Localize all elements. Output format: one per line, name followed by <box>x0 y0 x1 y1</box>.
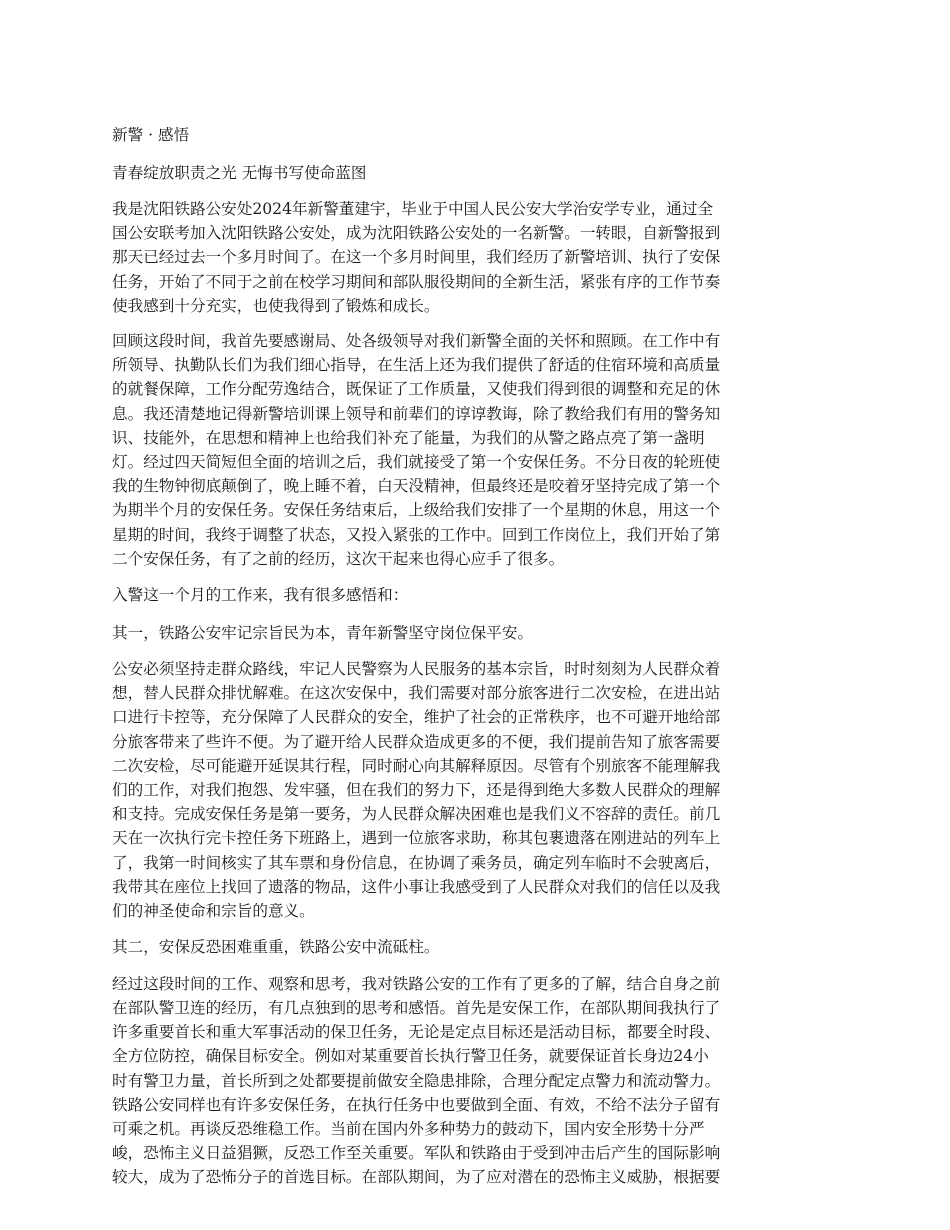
paragraph-line: 二次安检，尽可能避开延误其行程，同时耐心向其解释原因。尽管有个别旅客不能理解我 <box>112 756 721 775</box>
paragraph-line: 经过这段时间的工作、观察和思考，我对铁路公安的工作有了更多的了解，结合自身之前 <box>112 974 721 993</box>
paragraph <box>112 197 840 318</box>
paragraph-line: 使我感到十分充实，也使我得到了锻炼和成长。 <box>112 296 440 315</box>
paragraph-line: 回顾这段时间，我首先要感谢局、处各级领导对我们新警全面的关怀和照顾。在工作中有 <box>112 332 721 351</box>
paragraph-line: 可乘之机。再谈反恐维稳工作。当前在国内外多种势力的鼓动下，国内安全形势十分严 <box>112 1120 705 1138</box>
paragraph-line: 们的工作，对我们抱怨、发牢骚，但在我们的努力下，还是得到绝大多数人民群众的理解 <box>112 781 721 800</box>
paragraph-line: 我是沈阳铁路公安处2024年新警董建宇，毕业于中国人民公安大学治安学专业，通过全 <box>112 200 714 218</box>
paragraph-line: 峻，恐怖主义日益猖獗，反恐工作至关重要。军队和铁路由于受到冲击后产生的国际影响 <box>112 1144 721 1163</box>
paragraph <box>112 972 840 1190</box>
paragraph: 其二，安保反恐困难重重，铁路公安中流砥柱。 <box>112 938 440 957</box>
paragraph-line: 天在一次执行完卡控任务下班路上，遇到一位旅客求助，称其包裹遗落在刚进站的列车上 <box>112 829 721 848</box>
paragraph-line: 息。我还清楚地记得新警培训课上领导和前辈们的谆谆教诲，除了教给我们有用的警务知 <box>112 404 721 423</box>
paragraph-line: 二个安保任务，有了之前的经历，这次干起来也得心应手了很多。 <box>112 549 565 568</box>
paragraph-line: 的就餐保障，工作分配劳逸结合，既保证了工作质量，又使我们得到很的调整和充足的休 <box>112 380 721 399</box>
paragraph-line: 我的生物钟彻底颠倒了，晚上睡不着，白天没精神，但最终还是咬着牙坚持完成了第一个 <box>112 477 721 496</box>
paragraph-line: 铁路公安同样也有许多安保任务，在执行任务中也要做到全面、有效，不给不法分子留有 <box>112 1095 721 1114</box>
column-label: 新警 · 感悟 <box>112 126 190 144</box>
paragraph-line: 了，我第一时间核实了其车票和身份信息，在协调了乘务员，确定列车临时不会驶离后， <box>112 853 721 872</box>
paragraph-line: 和支持。完成安保任务是第一要务，为人民群众解决困难也是我们义不容辞的责任。前几 <box>112 805 721 824</box>
paragraph: 其一，铁路公安牢记宗旨民为本，青年新警坚守岗位保平安。 <box>112 623 534 642</box>
paragraph-line: 任务，开始了不同于之前在校学习期间和部队服役期间的全新生活，紧张有序的工作节奏 <box>112 272 721 291</box>
paragraph-line: 分旅客带来了些许不便。为了避开给人民群众造成更多的不便，我们提前告知了旅客需要 <box>112 732 721 751</box>
paragraph-line: 所领导、执勤队长们为我们细心指导，在生活上还为我们提供了舒适的住宿环境和高质量 <box>112 356 721 375</box>
paragraph-line: 口进行卡控等，充分保障了人民群众的安全，维护了社会的正常秩序，也不可避开地给部 <box>112 708 721 727</box>
paragraph: 入警这一个月的工作来，我有很多感悟和： <box>112 586 409 605</box>
paragraph-line: 灯。经过四天简短但全面的培训之后，我们就接受了第一个安保任务。不分日夜的轮班使 <box>112 453 721 472</box>
article-body <box>112 197 840 1190</box>
paragraph-line: 想，替人民群众排忧解难。在这次安保中，我们需要对部分旅客进行二次安检，在进出站 <box>112 684 721 703</box>
paragraph-line: 们的神圣使命和宗旨的意义。 <box>112 902 315 921</box>
paragraph-line: 那天已经过去一个多月时间了。在这一个多月时间里，我们经历了新警培训、执行了安保 <box>112 248 721 267</box>
paragraph-line: 识、技能外，在思想和精神上也给我们补充了能量，为我们的从警之路点亮了第一盏明 <box>112 428 705 447</box>
paragraph <box>112 657 840 923</box>
paragraph-line: 在部队警卫连的经历，有几点独到的思考和感悟。首先是安保工作，在部队期间我执行了 <box>112 998 721 1017</box>
paragraph-line: 星期的时间，我终于调整了状态，又投入紧张的工作中。回到工作岗位上，我们开始了第 <box>112 525 721 544</box>
paragraph-line: 我带其在座位上找回了遗落的物品，这件小事让我感受到了人民群众对我们的信任以及我 <box>112 877 721 896</box>
article-title: 青春绽放职责之光 无悔书写使命蓝图 <box>112 163 367 182</box>
document-page <box>112 122 840 1201</box>
paragraph-line: 为期半个月的安保任务。安保任务结束后，上级给我们安排了一个星期的休息，用这一个 <box>112 501 721 520</box>
paragraph-line: 国公安联考加入沈阳铁路公安处，成为沈阳铁路公安处的一名新警。一转眼，自新警报到 <box>112 224 721 243</box>
paragraph-line: 许多重要首长和重大军事活动的保卫任务，无论是定点目标还是活动目标，都要全时段、 <box>112 1023 721 1042</box>
paragraph-line: 较大，成为了恐怖分子的首选目标。在部队期间，为了应对潜在的恐怖主义威胁，根据要 <box>112 1168 721 1187</box>
paragraph-line: 全方位防控，确保目标安全。例如对某重要首长执行警卫任务，就要保证首长身边24小 <box>112 1047 709 1066</box>
paragraph-line: 公安必须坚持走群众路线，牢记人民警察为人民服务的基本宗旨，时时刻刻为人民群众着 <box>112 660 721 679</box>
paragraph <box>112 329 840 571</box>
paragraph-line: 时有警卫力量，首长所到之处都要提前做安全隐患排除，合理分配定点警力和流动警力。 <box>112 1071 721 1090</box>
